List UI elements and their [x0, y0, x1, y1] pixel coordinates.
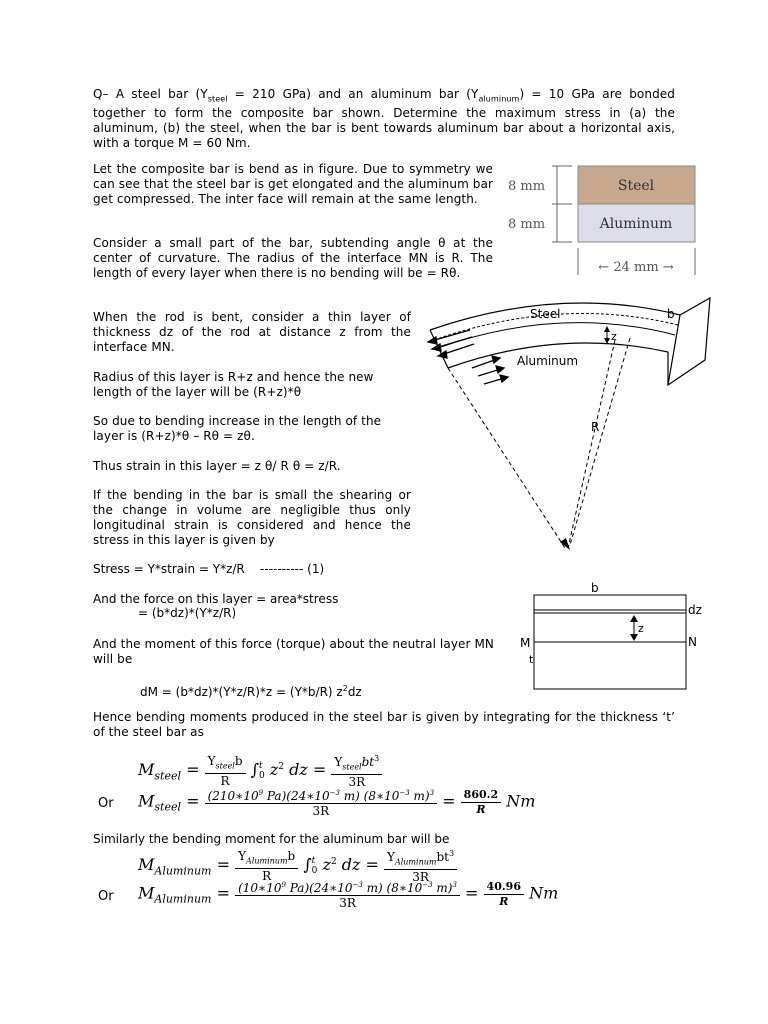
or-label-2: Or	[98, 889, 114, 904]
paragraph-integration: Hence bending moments produced in the steel bar is given by integrating for the thickness ‘t’ of the steel bar as	[93, 710, 675, 739]
N-label: N	[688, 635, 697, 649]
or-label-1: Or	[98, 796, 114, 811]
z-dim-arrowhead-down	[630, 634, 638, 641]
dim-bottom-label: 8 mm	[508, 217, 546, 232]
dim-top-label: 8 mm	[508, 179, 546, 194]
z-arrowhead-up	[604, 326, 610, 332]
paragraph-small-part: Consider a small part of the bar, subtending angle θ at the center of curvature. The radius of the interface MN is R. The length of every layer when there is no bending will be = Rθ.	[93, 236, 493, 280]
bent-bar-figure	[410, 290, 720, 560]
cross-section-figure	[516, 580, 716, 695]
equation-m-aluminum-numeric: $M_{Aluminum}$ = $\frac{(10∗10^9 Pa)(24∗10^{-3} m) (8∗10^{-3} m)^3}{3R}$ = $\frac{40.96}{R}$ Nm	[138, 879, 559, 910]
radius-line-left	[448, 368, 565, 548]
dM-equation: dM = (b*dz)*(Y*z/R)*z = (Y*b/R) $z^2dz$	[140, 684, 362, 699]
force-line: And the force on this layer = area*stress	[93, 592, 339, 606]
steel-text: Steel	[530, 307, 561, 321]
paragraph-radius-layer: Radius of this layer is R+z and hence the new length of the layer will be (R+z)*θ	[93, 370, 374, 399]
stress-equation: Stress = Y*strain = Y*z/R ---------- (1)	[93, 562, 325, 576]
radius-line-right-2	[570, 338, 630, 545]
aluminum-text: Aluminum	[517, 354, 579, 368]
force-expression: = (b*dz)*(Y*z/R)	[138, 606, 237, 620]
M-label: M	[520, 636, 531, 650]
dz-label: dz	[688, 603, 702, 617]
width-label: ← 24 mm →	[598, 260, 674, 275]
paragraph-symmetry: Let the composite bar is bend as in figure. Due to symmetry we can see that the steel bar is get elongated and the aluminum bar get compressed. The inter face will remain at the same length.	[93, 162, 493, 206]
radius-line-right	[568, 340, 615, 548]
b-label: b	[591, 581, 599, 595]
paragraph-shearing: If the bending in the bar is small the shearing or the change in volume are negligible thus only longitudinal strain is considered and hence the stress in this layer is given by	[93, 488, 411, 547]
question-text: Q– A steel bar ($Y_{steel} = 210$ GPa) and an aluminum bar $(Y_{aluminum}) = 10$ GPa are bonded together to form the composite bar shown. Determine the maximum stress in (a) the aluminum, (b) the steel, when the bar is bent towards aluminum bar about a horizontal axis, with a torque M = 60 Nm.	[93, 87, 675, 151]
composite-bar-figure	[500, 160, 710, 280]
z-text: z	[611, 330, 617, 343]
equation-m-aluminum: $M_{Aluminum}$ = $\frac{Y_{Aluminum}b}{R}$ ∫ t 0 $z^2$ dz = $\frac{Y_{Aluminum}bt^3}{3R}$	[138, 847, 457, 884]
z-label: z	[638, 622, 644, 635]
paragraph-moment: And the moment of this force (torque) about the neutral layer MN will be	[93, 637, 494, 666]
t-label: t	[529, 653, 534, 666]
z-dim-arrowhead-up	[630, 615, 638, 622]
paragraph-strain: Thus strain in this layer = z θ/ R θ = z/R.	[93, 459, 341, 473]
b-text: b	[667, 307, 675, 321]
paragraph-length-increase: So due to bending increase in the length of the layer is (R+z)*θ – Rθ = zθ.	[93, 414, 382, 443]
paragraph-thin-layer: When the rod is bent, consider a thin layer of thickness dz of the rod at distance z from the interface MN.	[93, 310, 411, 354]
equation-m-steel-numeric: $M_{steel}$ = $\frac{(210∗10^9 Pa)(24∗10^{-3} m) (8∗10^{-3} m)^3}{3R}$ = $\frac{860.2}{R}$ Nm	[138, 787, 536, 818]
steel-label: Steel	[617, 178, 655, 194]
compression-arrows	[472, 356, 508, 384]
equation-m-steel: $M_{steel}$ = $\frac{Y_{steel}b}{R}$ ∫ t 0 $z^2$ dz = $\frac{Y_{steel}bt^3}{3R}$	[138, 752, 382, 789]
R-text: R	[591, 420, 600, 434]
radius-arrowhead	[560, 538, 570, 550]
aluminum-label: Aluminum	[599, 216, 673, 232]
paragraph-aluminum-moment: Similarly the bending moment for the aluminum bar will be	[93, 832, 450, 846]
